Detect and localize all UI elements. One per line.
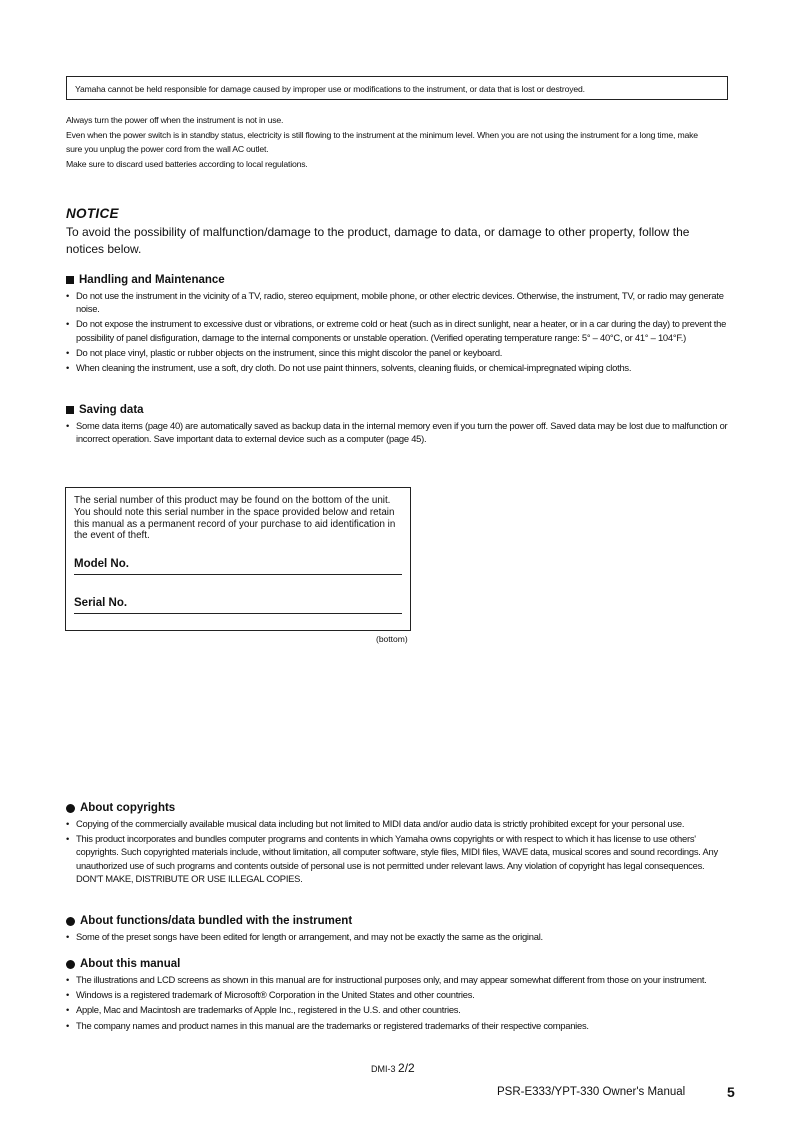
saving-heading xyxy=(66,403,730,417)
list-item: • Copying of the commercially available musical data including but not limited to MIDI data and/or audio data is strictly prohibited except for your personal use. xyxy=(66,817,730,830)
functions-list xyxy=(66,930,730,943)
saving-list xyxy=(66,419,730,445)
copyrights-heading xyxy=(66,801,730,815)
copyrights-list xyxy=(66,817,730,885)
handling-list xyxy=(66,289,730,374)
square-bullet-icon xyxy=(66,276,74,284)
serial-box-text: The serial number of this product may be found on the bottom of the unit. You should note this serial number in the space provided below and retain this manual as a permanent record of your purchase to aid identification in the event of theft. xyxy=(74,495,396,542)
copyrights-heading-text: About copyrights xyxy=(80,802,176,814)
power-note: Make sure to discard used batteries according to local regulations. xyxy=(66,158,308,169)
circle-bullet-icon xyxy=(66,804,75,813)
circle-bullet-icon xyxy=(66,960,75,969)
power-notes xyxy=(66,113,731,171)
list-item: • When cleaning the instrument, use a soft, dry cloth. Do not use paint thinners, solvents, cleaning fluids, or chemical-impregnated wiping cloths. xyxy=(66,361,730,374)
manual-heading xyxy=(66,957,730,971)
manual-list xyxy=(66,973,730,1032)
serial-number-line xyxy=(74,613,402,614)
list-item: • Do not place vinyl, plastic or rubber objects on the instrument, since this might discolor the panel or keyboard. xyxy=(66,346,730,359)
square-bullet-icon xyxy=(66,406,74,414)
list-item: • This product incorporates and bundles computer programs and contents in which Yamaha owns copyrights or with respect to which it has license to use others' copyrights. Such copyrighted materials include, without limitation, all computer software, style files, MIDI files, WAVE data, musical scores and sound recordings. Any unauthorized use of such programs and contents outside of personal use is not permitted under relevant laws. Any violation of copyright has legal consequences. DON'T MAKE, DISTRIBUTE OR USE ILLEGAL COPIES. xyxy=(66,832,730,885)
copyrights-section xyxy=(66,801,730,885)
list-item: • Do not use the instrument in the vicinity of a TV, radio, stereo equipment, mobile phone, or other electric devices. Otherwise, the instrument, TV, or radio may generate noise. xyxy=(66,289,730,315)
saving-heading-text: Saving data xyxy=(79,404,144,416)
handling-heading xyxy=(66,273,730,287)
notice-intro: To avoid the possibility of malfunction/damage to the product, damage to data, or damage to other property, follow the notices below. xyxy=(66,225,690,256)
functions-section xyxy=(66,914,730,943)
list-item: • Some data items (page 40) are automatically saved as backup data in the internal memory even if you turn the power off. Saved data may be lost due to malfunction or incorrect operation. Save important data to external device such as a computer (page 45). xyxy=(66,419,730,445)
list-item: • Do not expose the instrument to excessive dust or vibrations, or extreme cold or heat (such as in direct sunlight, near a heater, or in a car during the day) to prevent the possibility of panel disfiguration, damage to the internal components or unstable operation. (Verified operating temperature range: 5° – 40°C, or 41° – 104°F.) xyxy=(66,317,730,343)
list-item: • Some of the preset songs have been edited for length or arrangement, and may not be exactly the same as the original. xyxy=(66,930,730,943)
serial-number-label: Serial No. xyxy=(74,596,128,609)
manual-section xyxy=(66,957,730,1032)
model-number-line xyxy=(74,574,402,575)
manual-heading-text: About this manual xyxy=(80,958,181,970)
list-item: • The company names and product names in this manual are the trademarks or registered trademarks of their respective companies. xyxy=(66,1019,730,1032)
dmi-page: 2/2 xyxy=(398,1061,415,1075)
dmi-code-text: DMI-3 xyxy=(371,1064,396,1074)
list-item: • The illustrations and LCD screens as shown in this manual are for instructional purposes only, and may appear somewhat different from those on your instrument. xyxy=(66,973,730,986)
list-item: • Apple, Mac and Macintosh are trademarks of Apple Inc., registered in the U.S. and other countries. xyxy=(66,1003,730,1016)
manual-title: PSR-E333/YPT-330 Owner's Manual xyxy=(497,1086,686,1098)
model-number-label: Model No. xyxy=(74,558,129,571)
page-number: 5 xyxy=(727,1084,735,1100)
notice-title: NOTICE xyxy=(66,206,119,221)
bottom-caption: (bottom) xyxy=(376,634,408,644)
power-note: Even when the power switch is in standby status, electricity is still flowing to the instrument at the minimum level. When you are not using the instrument for a long time, make xyxy=(66,129,698,140)
power-note: Always turn the power off when the instrument is not in use. xyxy=(66,115,284,125)
disclaimer-text: Yamaha cannot be held responsible for damage caused by improper use or modifications to the instrument, or data that is lost or destroyed. xyxy=(75,84,585,94)
dmi-code xyxy=(371,1061,415,1075)
saving-section xyxy=(66,403,730,445)
handling-section xyxy=(66,273,730,374)
functions-heading xyxy=(66,914,730,928)
list-item: • Windows is a registered trademark of Microsoft® Corporation in the United States and other countries. xyxy=(66,988,730,1001)
circle-bullet-icon xyxy=(66,917,75,926)
disclaimer-box xyxy=(66,76,728,100)
power-note: sure you unplug the power cord from the wall AC outlet. xyxy=(66,144,269,154)
handling-heading-text: Handling and Maintenance xyxy=(79,274,225,286)
serial-box-content xyxy=(74,495,404,614)
functions-heading-text: About functions/data bundled with the instrument xyxy=(80,915,353,927)
